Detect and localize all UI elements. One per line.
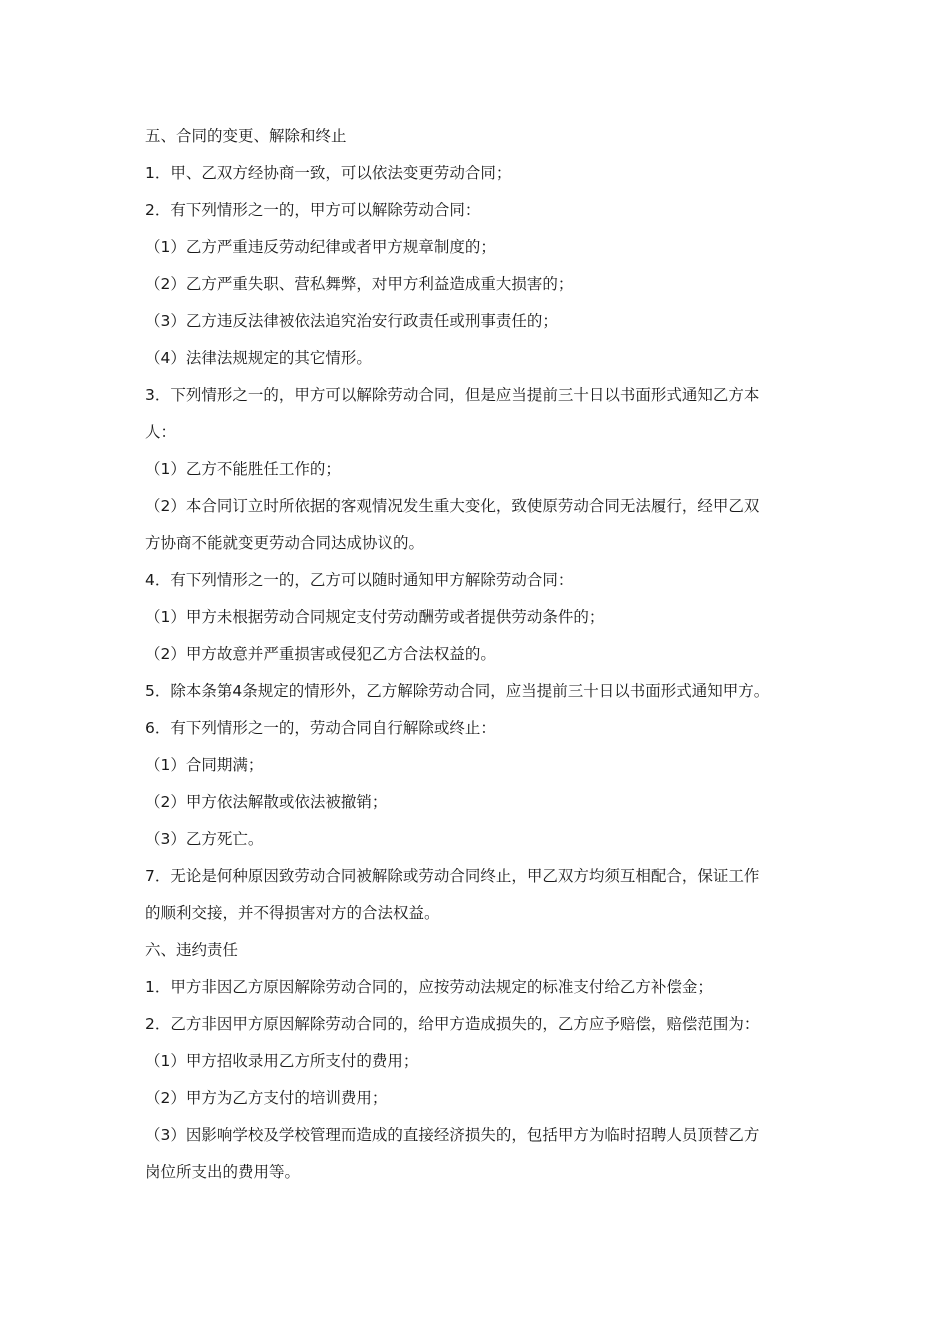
text-line: 1．甲、乙双方经协商一致，可以依法变更劳动合同； <box>145 164 512 182</box>
text-line: 方协商不能就变更劳动合同达成协议的。 <box>145 534 425 552</box>
text-line: （3）因影响学校及学校管理而造成的直接经济损失的，包括甲方为临时招聘人员顶替乙方 <box>145 1126 760 1144</box>
text-line: （4）法律法规规定的其它情形。 <box>145 349 372 367</box>
section-heading-liability: 六、违约责任 <box>145 941 239 959</box>
text-line: 5．除本条第4条规定的情形外，乙方解除劳动合同，应当提前三十日以书面形式通知甲方。 <box>145 682 770 700</box>
text-line: （1）乙方严重违反劳动纪律或者甲方规章制度的； <box>145 238 496 256</box>
section-heading-change-termination: 五、合同的变更、解除和终止 <box>145 127 347 145</box>
text-line: （3）乙方违反法律被依法追究治安行政责任或刑事责任的； <box>145 312 558 330</box>
text-line: （1）甲方招收录用乙方所支付的费用； <box>145 1052 419 1070</box>
text-line: 7．无论是何种原因致劳动合同被解除或劳动合同终止，甲乙双方均须互相配合，保证工作 <box>145 867 760 885</box>
text-line: 的顺利交接，并不得损害对方的合法权益。 <box>145 904 440 922</box>
text-line: （2）乙方严重失职、营私舞弊，对甲方利益造成重大损害的； <box>145 275 574 293</box>
text-line: （1）甲方未根据劳动合同规定支付劳动酬劳或者提供劳动条件的； <box>145 608 605 626</box>
text-line: （2）甲方为乙方支付的培训费用； <box>145 1089 388 1107</box>
text-line: 岗位所支出的费用等。 <box>145 1163 301 1181</box>
text-line: 1．甲方非因乙方原因解除劳动合同的，应按劳动法规定的标准支付给乙方补偿金； <box>145 978 713 996</box>
document-body <box>145 118 810 1191</box>
text-line: （1）乙方不能胜任工作的； <box>145 460 341 478</box>
text-line: （2）甲方故意并严重损害或侵犯乙方合法权益的。 <box>145 645 496 663</box>
text-line: 6．有下列情形之一的，劳动合同自行解除或终止： <box>145 719 496 737</box>
text-line: （2）甲方依法解散或依法被撤销； <box>145 793 388 811</box>
text-line: （1）合同期满； <box>145 756 264 774</box>
text-line: 3．下列情形之一的，甲方可以解除劳动合同，但是应当提前三十日以书面形式通知乙方本 <box>145 386 760 404</box>
text-line: 2．乙方非因甲方原因解除劳动合同的，给甲方造成损失的，乙方应予赔偿，赔偿范围为： <box>145 1015 760 1033</box>
text-line: （3）乙方死亡。 <box>145 830 264 848</box>
text-line: 4．有下列情形之一的，乙方可以随时通知甲方解除劳动合同： <box>145 571 574 589</box>
text-line: 人： <box>145 423 177 441</box>
text-line: （2）本合同订立时所依据的客观情况发生重大变化，致使原劳动合同无法履行，经甲乙双 <box>145 497 760 515</box>
text-line: 2．有下列情形之一的，甲方可以解除劳动合同： <box>145 201 481 219</box>
